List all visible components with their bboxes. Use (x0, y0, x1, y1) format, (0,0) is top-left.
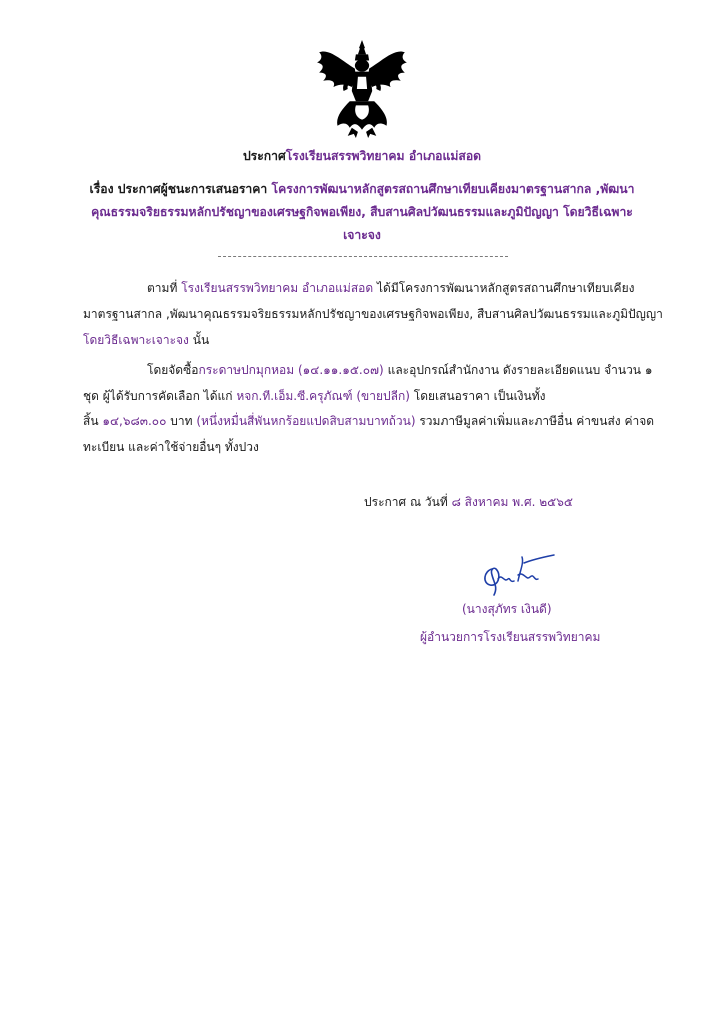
date-value: ๘ สิงหาคม พ.ศ. ๒๕๖๕ (451, 495, 573, 509)
body-vendor: หจก.ที.เอ็ม.ซี.ครุภัณฑ์ (ขายปลีก) (236, 389, 410, 403)
body-line-1 (147, 279, 634, 298)
divider (218, 256, 508, 257)
handwritten-signature-icon (478, 553, 556, 597)
subject-text: ประกาศผู้ชนะการเสนอราคา (117, 182, 268, 196)
body-text: รวมภาษีมูลค่าเพิ่มและภาษีอื่น ค่าขนส่ง ค่าจด (419, 414, 655, 428)
heading-prefix: ประกาศ (242, 149, 286, 163)
subject-label: เรื่อง (89, 182, 114, 196)
announcement-date (364, 493, 573, 512)
heading-title (0, 147, 724, 166)
body-text: นั้น (192, 333, 210, 347)
body-text: และอุปกรณ์สำนักงาน ดังรายละเอียดแนบ จำนวน ๑ (387, 363, 653, 377)
body-school: โรงเรียนสรรพวิทยาคม อำเภอแม่สอด (181, 281, 374, 295)
body-method: โดยวิธีเฉพาะเจาะจง (83, 333, 189, 347)
body-line-5 (83, 387, 546, 406)
heading-project-cont: คุณธรรมจริยธรรมหลักปรัชญาของเศรษฐกิจพอเพียง, สืบสานศิลปวัฒนธรรมและภูมิปัญญา โดยวิธีเฉพาะ (91, 205, 633, 219)
heading-school: โรงเรียนสรรพวิทยาคม อำเภอแม่สอด (285, 149, 482, 163)
body-text: สิ้น (83, 414, 99, 428)
subject-project: โครงการพัฒนาหลักสูตรสถานศึกษาเทียบเคียงมาตรฐานสากล ,พัฒนา (271, 182, 635, 196)
body-text: ชุด ผู้ได้รับการคัดเลือก ได้แก่ (83, 389, 233, 403)
heading-subject (0, 180, 724, 199)
body-line-3 (83, 331, 209, 350)
body-amount: ๑๔,๖๘๓.๐๐ (102, 414, 167, 428)
body-text: บาท (170, 414, 193, 428)
body-text: โดยจัดซื้อ (147, 363, 199, 377)
body-line-7: ทะเบียน และค่าใช้จ่ายอื่นๆ ทั้งปวง (83, 440, 259, 454)
body-text: โดยเสนอราคา เป็นเงินทั้ง (413, 389, 546, 403)
date-label: ประกาศ ณ วันที่ (364, 495, 448, 509)
body-text: ได้มีโครงการพัฒนาหลักสูตรสถานศึกษาเทียบเคียง (376, 281, 635, 295)
body-line-2: มาตรฐานสากล ,พัฒนาคุณธรรมจริยธรรมหลักปรัชญาของเศรษฐกิจพอเพียง, สืบสานศิลปวัฒนธรรมและภูมิปัญญา (83, 307, 663, 321)
body-amount-words: (หนึ่งหมื่นสี่พันหกร้อยแปดสิบสามบาทถ้วน) (196, 414, 416, 428)
signer-name: (นางสุภัทร เงินดี) (462, 602, 552, 616)
signer-title: ผู้อำนวยการโรงเรียนสรรพวิทยาคม (420, 630, 601, 644)
garuda-emblem-icon (311, 38, 413, 140)
body-item: กระดาษปกมุกหอม (๑๔.๑๑.๑๕.๐๗) (198, 363, 384, 377)
body-text: ตามที่ (147, 281, 178, 295)
body-line-6 (83, 412, 654, 431)
heading-project-end: เจาะจง (343, 228, 381, 242)
body-line-4 (147, 361, 652, 380)
